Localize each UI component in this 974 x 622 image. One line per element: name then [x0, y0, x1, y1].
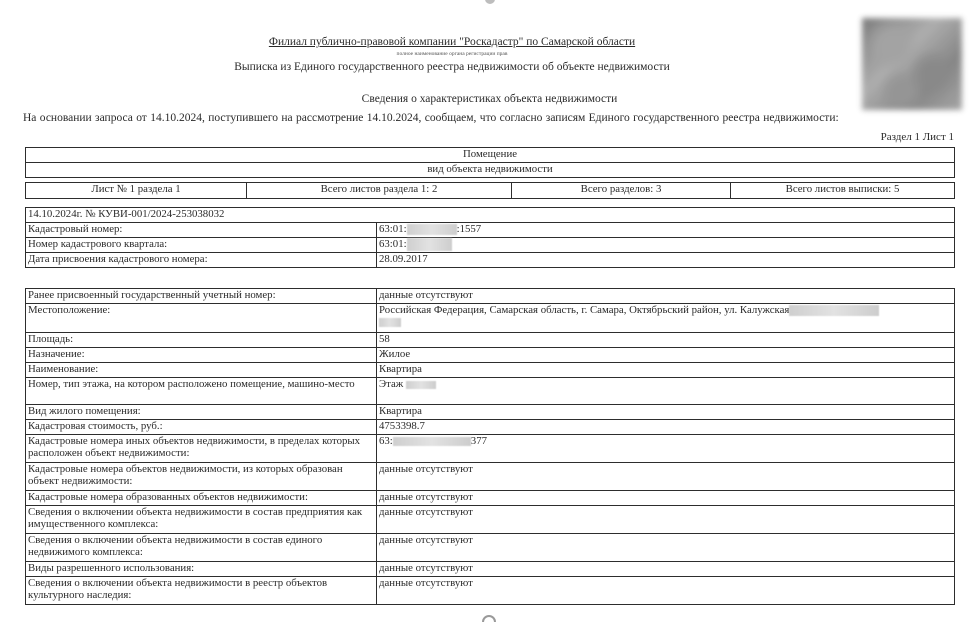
- redacted-block: [789, 305, 879, 316]
- row-value: Квартира: [377, 363, 955, 378]
- table-row: [26, 238, 955, 253]
- organization-name: Филиал публично-правовой компании "Роскадастр" по Самарской области: [268, 36, 636, 48]
- table-row: [26, 463, 955, 491]
- table-row: [26, 289, 955, 304]
- row-value: [377, 238, 955, 253]
- identity-table: [25, 207, 955, 268]
- redacted-block: [407, 224, 457, 235]
- row-value: данные отсутствуют: [377, 577, 955, 605]
- table-row: [26, 534, 955, 562]
- sheets-info-table: [25, 182, 955, 199]
- row-label: Сведения о включении объекта недвижимости в состав единого недвижимого комплекса:: [26, 534, 377, 562]
- page-bottom-marker: [482, 615, 496, 622]
- table-row: [26, 506, 955, 534]
- row-label: Виды разрешенного использования:: [26, 562, 377, 577]
- row-value: данные отсутствуют: [377, 491, 955, 506]
- row-value: данные отсутствуют: [377, 463, 955, 491]
- intro-text: На основании запроса от 14.10.2024, поступившего на рассмотрение 14.10.2024, сообщаем, что согласно записям Единого государственного реестра недвижимости:: [23, 112, 839, 124]
- table-row: [26, 491, 955, 506]
- row-value: данные отсутствуют: [377, 506, 955, 534]
- page-top-marker: [485, 0, 495, 4]
- redacted-block: [407, 238, 452, 251]
- row-label: Номер кадастрового квартала:: [26, 238, 377, 253]
- sheet-number: Лист № 1 раздела 1: [26, 183, 247, 199]
- row-value: данные отсутствуют: [377, 289, 955, 304]
- table-row: [26, 562, 955, 577]
- row-label: Местоположение:: [26, 304, 377, 333]
- cadastral-number-suffix: :1557: [456, 223, 482, 235]
- row-value: Квартира: [377, 405, 955, 420]
- parent-cadastral-suffix: 377: [470, 435, 487, 447]
- total-sheets-extract: Всего листов выписки: 5: [731, 183, 955, 199]
- object-type-caption: вид объекта недвижимости: [26, 163, 955, 178]
- section-title: Сведения о характеристиках объекта недвижимости: [361, 93, 618, 105]
- organization-caption: полное наименование органа регистрации прав: [396, 51, 508, 57]
- table-row: [26, 363, 955, 378]
- row-label: Кадастровая стоимость, руб.:: [26, 420, 377, 435]
- floor-text: Этаж: [379, 378, 404, 390]
- row-label: Кадастровые номера иных объектов недвижимости, в пределах которых расположен объект недвижимости:: [26, 435, 377, 463]
- table-row: [26, 333, 955, 348]
- row-value: [377, 378, 955, 405]
- parent-cadastral-prefix: 63:: [379, 435, 393, 447]
- request-number: 14.10.2024г. № КУВИ-001/2024-253038032: [26, 208, 955, 223]
- row-value: [377, 223, 955, 238]
- row-value: [377, 304, 955, 333]
- document-title: Выписка из Единого государственного реестра недвижимости об объекте недвижимости: [234, 61, 670, 73]
- row-label: Кадастровые номера образованных объектов недвижимости:: [26, 491, 377, 506]
- table-row: [26, 378, 955, 405]
- redacted-block: [406, 381, 436, 389]
- table-row: [26, 253, 955, 268]
- row-label: Вид жилого помещения:: [26, 405, 377, 420]
- redacted-block: [393, 437, 471, 446]
- table-row: [26, 405, 955, 420]
- cadastral-number-prefix: 63:01:: [379, 223, 407, 235]
- row-value: данные отсутствуют: [377, 562, 955, 577]
- table-row: [26, 304, 955, 333]
- object-type-table: [25, 147, 955, 178]
- row-label: Кадастровые номера объектов недвижимости, из которых образован объект недвижимости:: [26, 463, 377, 491]
- total-sections: Всего разделов: 3: [512, 183, 731, 199]
- table-row: [26, 435, 955, 463]
- quarter-number-prefix: 63:01:: [379, 238, 407, 250]
- row-value: [377, 435, 955, 463]
- table-row: [26, 348, 955, 363]
- row-label: Назначение:: [26, 348, 377, 363]
- row-value: 28.09.2017: [377, 253, 955, 268]
- row-label: Номер, тип этажа, на котором расположено помещение, машино-место: [26, 378, 377, 405]
- row-label: Ранее присвоенный государственный учетный номер:: [26, 289, 377, 304]
- row-value: 4753398.7: [377, 420, 955, 435]
- address-text: Российская Федерация, Самарская область, г. Самара, Октябрьский район, ул. Калужская: [379, 304, 790, 316]
- table-row: [26, 223, 955, 238]
- row-label: Площадь:: [26, 333, 377, 348]
- row-label: Кадастровый номер:: [26, 223, 377, 238]
- row-value: 58: [377, 333, 955, 348]
- object-type: Помещение: [26, 148, 955, 163]
- total-sheets-section: Всего листов раздела 1: 2: [247, 183, 512, 199]
- row-label: Сведения о включении объекта недвижимости в состав предприятия как имущественного комплекса:: [26, 506, 377, 534]
- table-row: [26, 420, 955, 435]
- row-label: Наименование:: [26, 363, 377, 378]
- details-table: [25, 288, 955, 605]
- table-row: [26, 577, 955, 605]
- row-label: Дата присвоения кадастрового номера:: [26, 253, 377, 268]
- row-value: данные отсутствуют: [377, 534, 955, 562]
- row-value: Жилое: [377, 348, 955, 363]
- sheet-reference: Раздел 1 Лист 1: [880, 131, 954, 143]
- row-label: Сведения о включении объекта недвижимости в реестр объектов культурного наследия:: [26, 577, 377, 605]
- redacted-block: [379, 318, 401, 327]
